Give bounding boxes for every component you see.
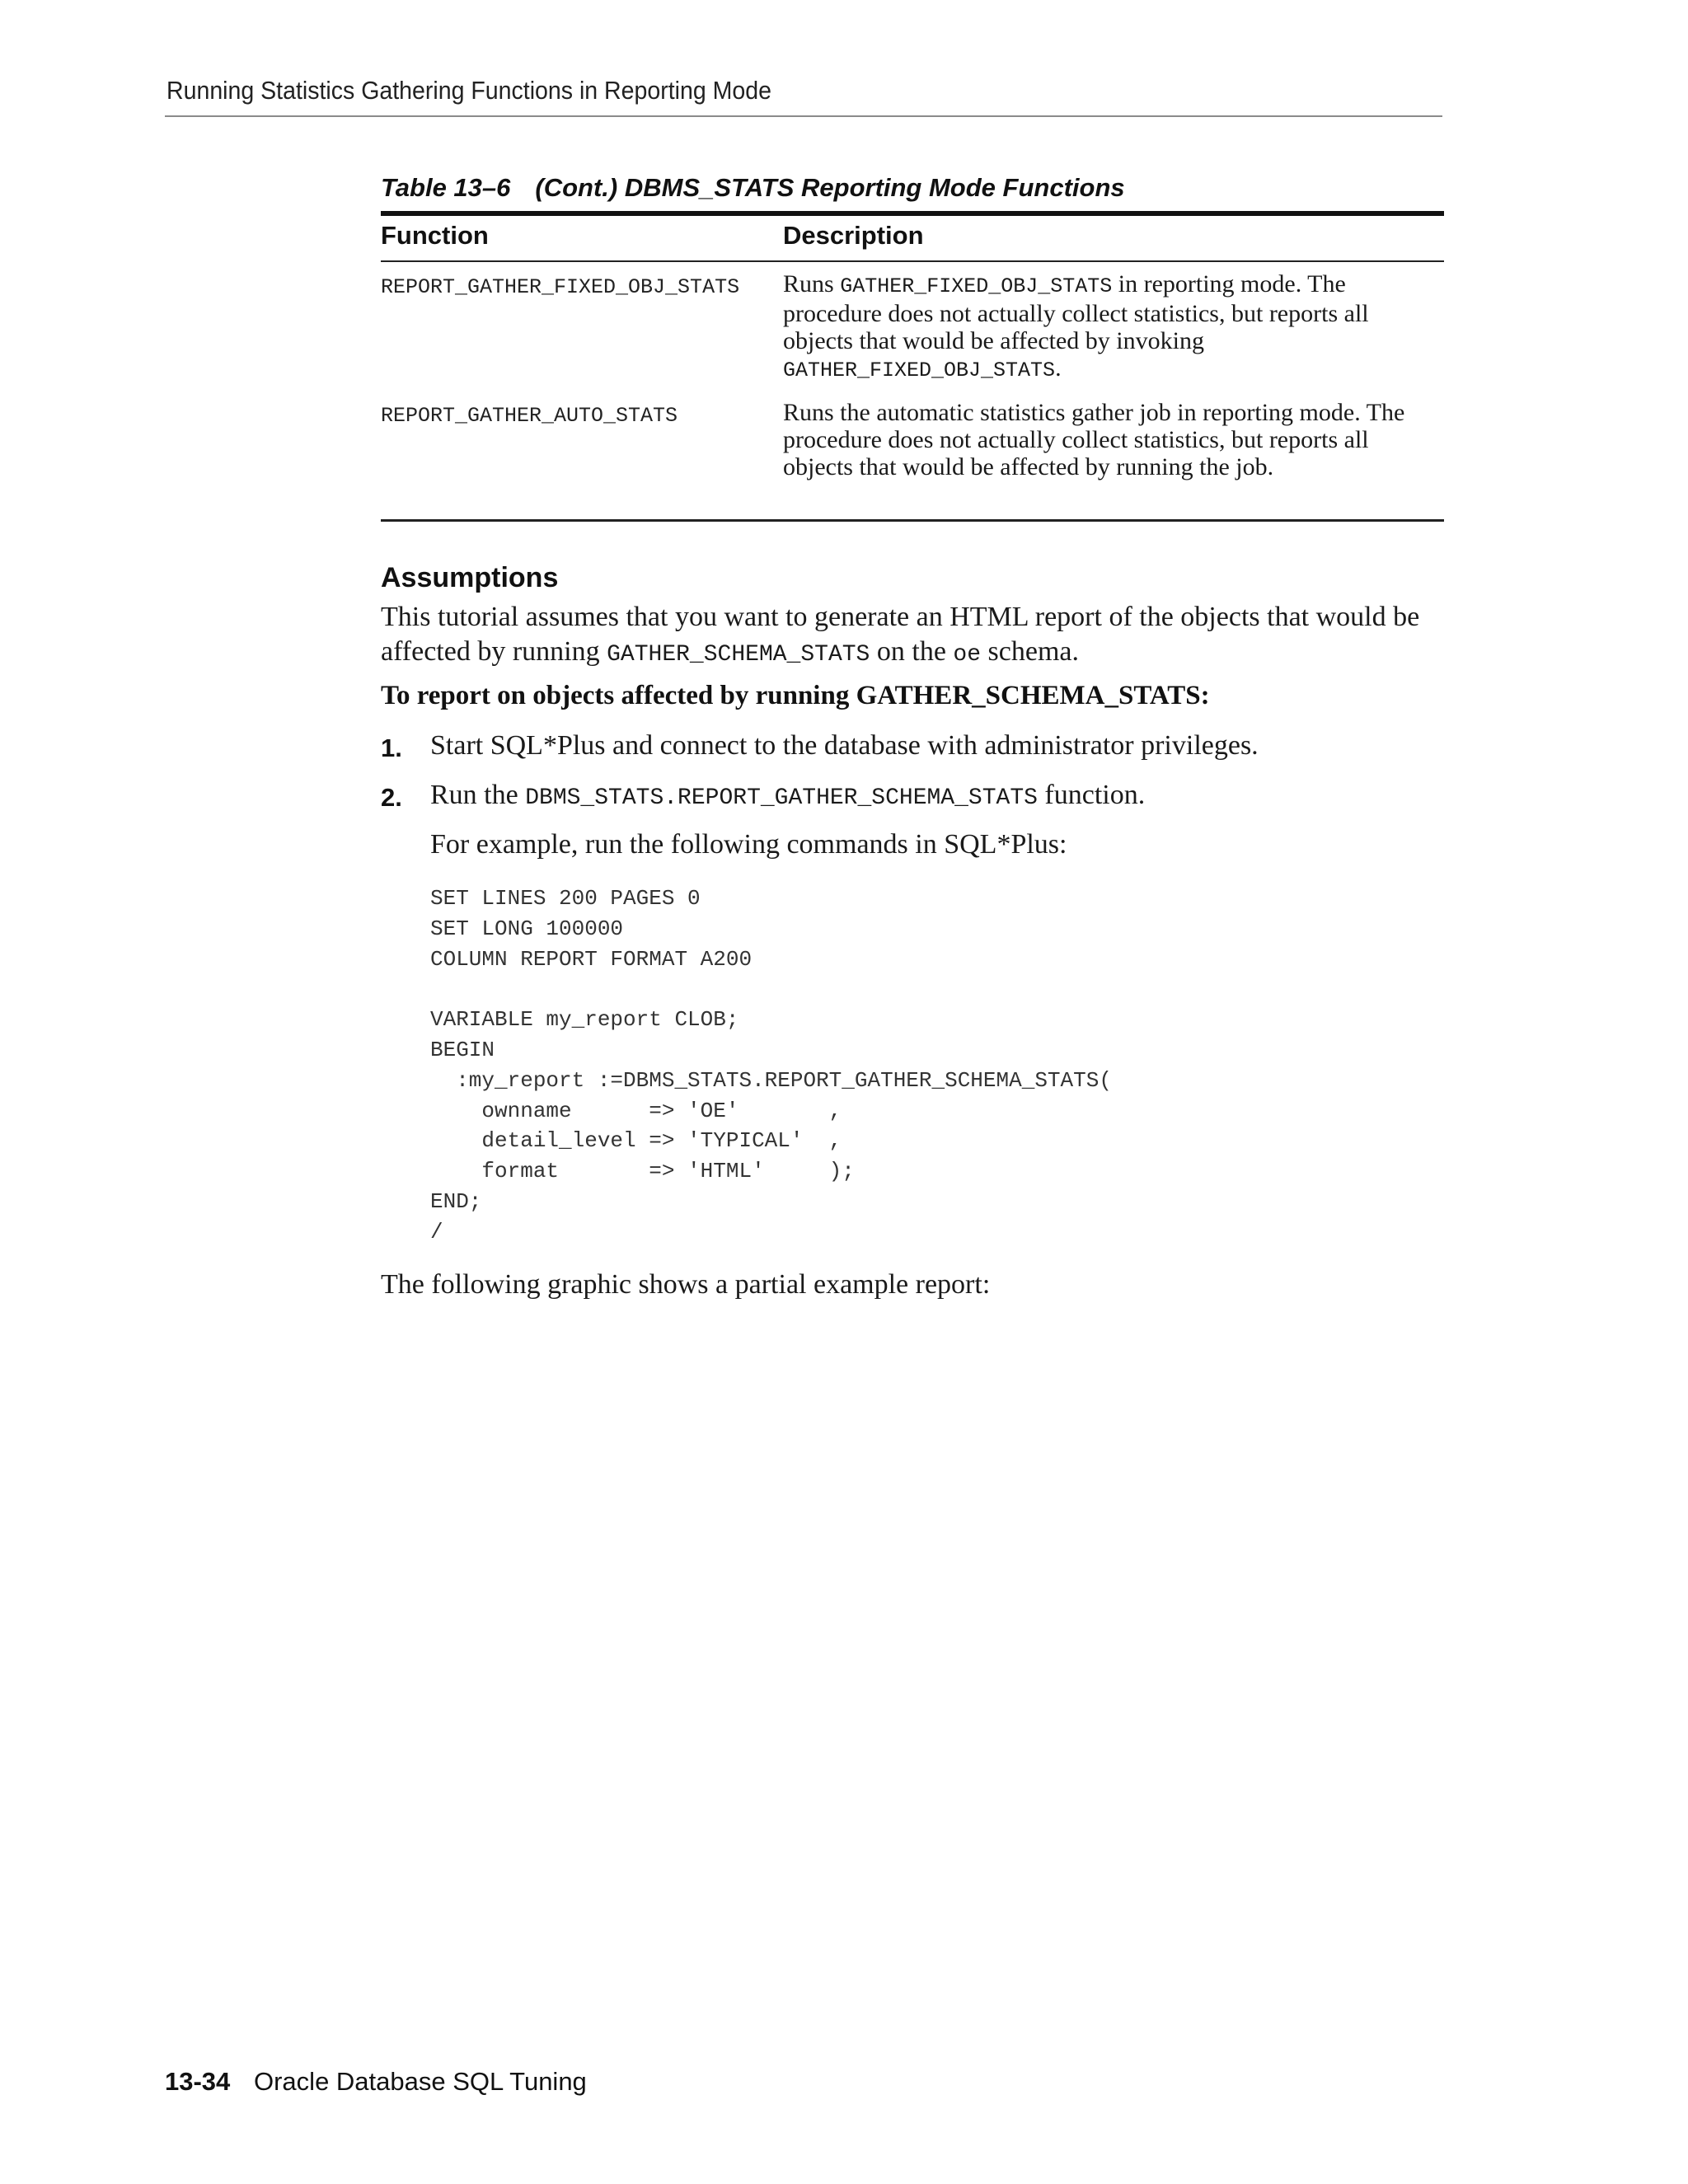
table-row-1-function: REPORT_GATHER_FIXED_OBJ_STATS	[381, 275, 740, 299]
inline-code: GATHER_SCHEMA_STATS	[607, 642, 870, 668]
table-row-1-description: Runs GATHER_FIXED_OBJ_STATS in reporting mode. The procedure does not actually collect statistics, but reports all objects that would be affected by invoking GATHER_FIXED_OBJ_STATS.	[783, 270, 1369, 382]
step-2-number: 2.	[381, 783, 402, 812]
header-rule	[165, 115, 1442, 117]
table-caption-title: (Cont.) DBMS_STATS Reporting Mode Functions	[535, 173, 1125, 202]
table-header-rule	[381, 260, 1444, 262]
example-intro: For example, run the following commands in SQL*Plus:	[430, 829, 1067, 860]
footer-page-number: 13-34	[165, 2067, 231, 2096]
section-heading-assumptions: Assumptions	[381, 562, 559, 593]
inline-code: DBMS_STATS.REPORT_GATHER_SCHEMA_STATS	[525, 785, 1038, 811]
code-block: SET LINES 200 PAGES 0 SET LONG 100000 COLUMN REPORT FORMAT A200 VARIABLE my_report CLOB; BEGIN :my_report :=DBMS_STATS.REPORT_GATHER_SCHEMA_STATS( ownname => 'OE' , detail_level => 'TYPICAL' , format => 'HTML' ); END; /	[430, 886, 1112, 1244]
step-1-number: 1.	[381, 733, 402, 762]
table-row-2-function: REPORT_GATHER_AUTO_STATS	[381, 404, 678, 428]
inline-code: GATHER_FIXED_OBJ_STATS	[840, 274, 1113, 298]
table-row-2-description: Runs the automatic statistics gather job in reporting mode. The procedure does not actually collect statistics, but reports all objects that would be affected by running the job.	[783, 399, 1405, 480]
inline-code: GATHER_FIXED_OBJ_STATS	[783, 359, 1056, 382]
closing-paragraph: The following graphic shows a partial example report:	[381, 1269, 991, 1300]
inline-code: oe	[953, 642, 982, 668]
table-header-description: Description	[783, 221, 924, 250]
table-top-rule	[381, 211, 1444, 216]
table-header-function: Function	[381, 221, 489, 250]
procedure-title: To report on objects affected by running GATHER_SCHEMA_STATS:	[381, 681, 1210, 710]
assumptions-paragraph: This tutorial assumes that you want to generate an HTML report of the objects that would be affected by running GATHER_SCHEMA_STATS on the oe schema.	[381, 602, 1420, 668]
table-caption	[381, 173, 1125, 203]
table-bottom-rule	[381, 519, 1444, 522]
step-1-text: Start SQL*Plus and connect to the database with administrator privileges.	[430, 730, 1259, 761]
table-caption-label: Table 13–6	[381, 173, 511, 202]
step-2-text: Run the DBMS_STATS.REPORT_GATHER_SCHEMA_STATS function.	[430, 780, 1146, 811]
footer-book-title: Oracle Database SQL Tuning	[254, 2067, 587, 2096]
running-header: Running Statistics Gathering Functions in Reporting Mode	[166, 76, 771, 105]
